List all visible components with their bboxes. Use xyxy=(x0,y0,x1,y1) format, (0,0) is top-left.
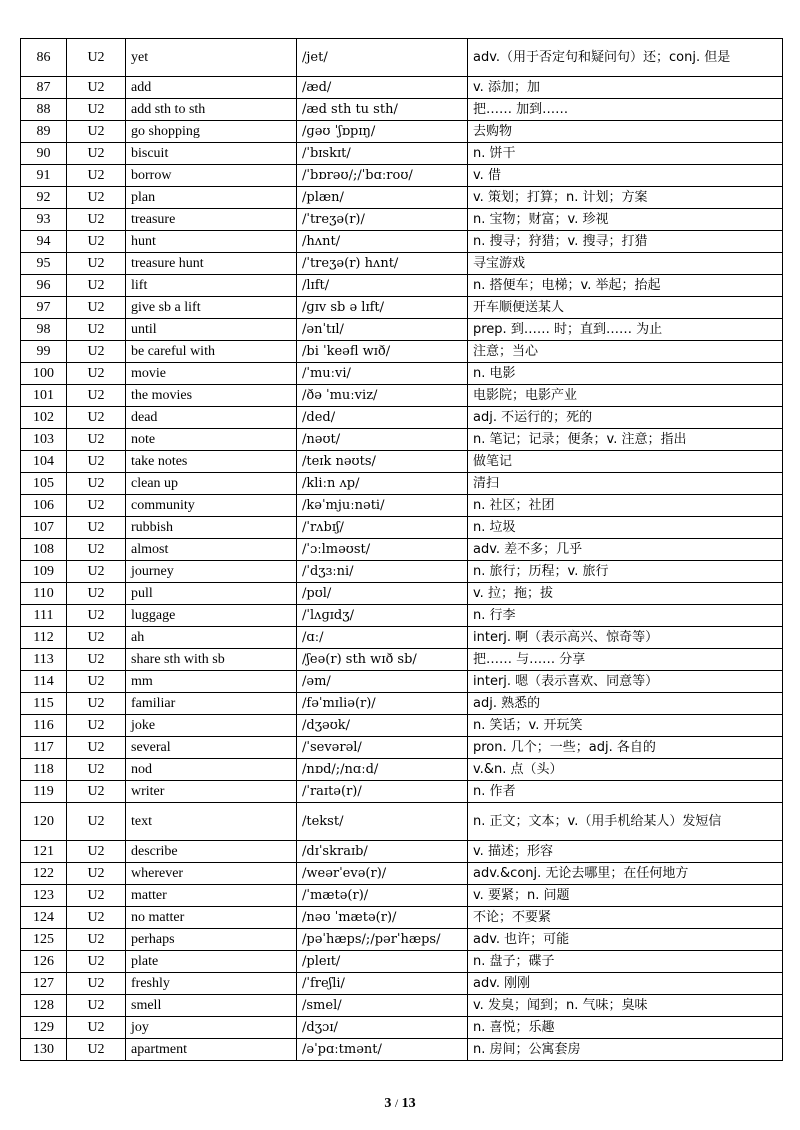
row-phonetic: /teɪk nəʊts/ xyxy=(297,451,468,473)
row-phonetic: /ˈfreʃli/ xyxy=(297,973,468,995)
row-number: 110 xyxy=(21,583,67,605)
row-unit: U2 xyxy=(67,341,126,363)
row-phonetic: /dʒɔɪ/ xyxy=(297,1017,468,1039)
row-meaning: 注意；当心 xyxy=(468,341,783,363)
row-unit: U2 xyxy=(67,907,126,929)
row-number: 116 xyxy=(21,715,67,737)
row-meaning: 把…… 与…… 分享 xyxy=(468,649,783,671)
row-number: 120 xyxy=(21,803,67,841)
row-meaning: n. 饼干 xyxy=(468,143,783,165)
table-row xyxy=(21,973,783,995)
row-word: lift xyxy=(126,275,297,297)
row-meaning: adj. 不运行的；死的 xyxy=(468,407,783,429)
row-number: 92 xyxy=(21,187,67,209)
row-number: 101 xyxy=(21,385,67,407)
row-meaning: adv. 刚刚 xyxy=(468,973,783,995)
row-word: ah xyxy=(126,627,297,649)
row-meaning: n. 盘子；碟子 xyxy=(468,951,783,973)
row-unit: U2 xyxy=(67,995,126,1017)
row-meaning: n. 作者 xyxy=(468,781,783,803)
row-word: add xyxy=(126,77,297,99)
row-number: 126 xyxy=(21,951,67,973)
table-row xyxy=(21,187,783,209)
row-unit: U2 xyxy=(67,473,126,495)
row-unit: U2 xyxy=(67,627,126,649)
table-row xyxy=(21,863,783,885)
row-unit: U2 xyxy=(67,803,126,841)
row-phonetic: /smel/ xyxy=(297,995,468,1017)
table-row xyxy=(21,907,783,929)
row-number: 107 xyxy=(21,517,67,539)
row-meaning: n. 笑话；v. 开玩笑 xyxy=(468,715,783,737)
row-meaning: v. 发臭；闻到；n. 气味；臭味 xyxy=(468,995,783,1017)
row-phonetic: /tekst/ xyxy=(297,803,468,841)
row-number: 124 xyxy=(21,907,67,929)
row-phonetic: /nɒd/;/nɑːd/ xyxy=(297,759,468,781)
row-phonetic: /ˈtreʒə(r)/ xyxy=(297,209,468,231)
table-row xyxy=(21,693,783,715)
row-meaning: v. 要紧；n. 问题 xyxy=(468,885,783,907)
row-number: 117 xyxy=(21,737,67,759)
row-word: go shopping xyxy=(126,121,297,143)
row-word: mm xyxy=(126,671,297,693)
row-word: apartment xyxy=(126,1039,297,1061)
row-word: smell xyxy=(126,995,297,1017)
row-unit: U2 xyxy=(67,693,126,715)
table-row xyxy=(21,495,783,517)
row-word: share sth with sb xyxy=(126,649,297,671)
row-phonetic: /əˈpɑːtmənt/ xyxy=(297,1039,468,1061)
row-phonetic: /dʒəʊk/ xyxy=(297,715,468,737)
page-separator: / xyxy=(394,1096,399,1110)
row-unit: U2 xyxy=(67,973,126,995)
row-unit: U2 xyxy=(67,781,126,803)
row-phonetic: /ˈbɒrəʊ/;/ˈbɑːroʊ/ xyxy=(297,165,468,187)
row-meaning: interj. 嗯（表示喜欢、同意等） xyxy=(468,671,783,693)
row-meaning: 去购物 xyxy=(468,121,783,143)
row-word: joy xyxy=(126,1017,297,1039)
table-row xyxy=(21,407,783,429)
table-row xyxy=(21,517,783,539)
row-unit: U2 xyxy=(67,841,126,863)
row-unit: U2 xyxy=(67,737,126,759)
row-unit: U2 xyxy=(67,99,126,121)
row-unit: U2 xyxy=(67,1039,126,1061)
row-unit: U2 xyxy=(67,885,126,907)
row-meaning: n. 行李 xyxy=(468,605,783,627)
row-phonetic: /ˈtreʒə(r) hʌnt/ xyxy=(297,253,468,275)
row-unit: U2 xyxy=(67,253,126,275)
row-number: 130 xyxy=(21,1039,67,1061)
row-number: 96 xyxy=(21,275,67,297)
table-row xyxy=(21,253,783,275)
row-number: 87 xyxy=(21,77,67,99)
table-row xyxy=(21,341,783,363)
table-row xyxy=(21,759,783,781)
row-word: community xyxy=(126,495,297,517)
row-phonetic: /ˈmætə(r)/ xyxy=(297,885,468,907)
row-word: treasure hunt xyxy=(126,253,297,275)
row-meaning: n. 喜悦；乐趣 xyxy=(468,1017,783,1039)
table-row xyxy=(21,231,783,253)
row-word: take notes xyxy=(126,451,297,473)
row-unit: U2 xyxy=(67,39,126,77)
row-phonetic: /ˈɔːlməʊst/ xyxy=(297,539,468,561)
row-phonetic: /ˈsevərəl/ xyxy=(297,737,468,759)
row-number: 98 xyxy=(21,319,67,341)
table-row xyxy=(21,841,783,863)
row-word: several xyxy=(126,737,297,759)
row-number: 109 xyxy=(21,561,67,583)
row-phonetic: /fəˈmɪliə(r)/ xyxy=(297,693,468,715)
row-meaning: n. 垃圾 xyxy=(468,517,783,539)
row-unit: U2 xyxy=(67,759,126,781)
table-row xyxy=(21,1039,783,1061)
row-phonetic: /ənˈtɪl/ xyxy=(297,319,468,341)
row-word: until xyxy=(126,319,297,341)
row-phonetic: /pəˈhæps/;/pərˈhæps/ xyxy=(297,929,468,951)
row-word: movie xyxy=(126,363,297,385)
row-meaning: adv. 也许；可能 xyxy=(468,929,783,951)
row-word: treasure xyxy=(126,209,297,231)
row-number: 129 xyxy=(21,1017,67,1039)
row-unit: U2 xyxy=(67,165,126,187)
row-word: borrow xyxy=(126,165,297,187)
row-number: 128 xyxy=(21,995,67,1017)
row-phonetic: /pleɪt/ xyxy=(297,951,468,973)
row-number: 91 xyxy=(21,165,67,187)
row-word: freshly xyxy=(126,973,297,995)
row-word: add sth to sth xyxy=(126,99,297,121)
row-unit: U2 xyxy=(67,649,126,671)
row-meaning: n. 搜寻；狩猎；v. 搜寻；打猎 xyxy=(468,231,783,253)
table-row xyxy=(21,605,783,627)
row-phonetic: /æd/ xyxy=(297,77,468,99)
row-phonetic: /ˈlʌɡɪdʒ/ xyxy=(297,605,468,627)
row-phonetic: /ded/ xyxy=(297,407,468,429)
row-phonetic: /hʌnt/ xyxy=(297,231,468,253)
row-number: 108 xyxy=(21,539,67,561)
row-unit: U2 xyxy=(67,187,126,209)
row-phonetic: /plæn/ xyxy=(297,187,468,209)
table-row xyxy=(21,995,783,1017)
row-phonetic: /ðə ˈmuːviz/ xyxy=(297,385,468,407)
table-row xyxy=(21,451,783,473)
vocabulary-table-body xyxy=(21,39,783,1061)
row-number: 127 xyxy=(21,973,67,995)
row-unit: U2 xyxy=(67,539,126,561)
page-total: 13 xyxy=(401,1096,416,1111)
table-row xyxy=(21,99,783,121)
row-phonetic: /əm/ xyxy=(297,671,468,693)
row-meaning: n. 搭便车；电梯；v. 举起；抬起 xyxy=(468,275,783,297)
row-number: 97 xyxy=(21,297,67,319)
row-phonetic: /ˈbɪskɪt/ xyxy=(297,143,468,165)
row-unit: U2 xyxy=(67,77,126,99)
row-unit: U2 xyxy=(67,121,126,143)
row-unit: U2 xyxy=(67,929,126,951)
row-unit: U2 xyxy=(67,951,126,973)
row-number: 100 xyxy=(21,363,67,385)
row-meaning: n. 正文；文本；v.（用手机给某人）发短信 xyxy=(468,803,783,841)
row-word: pull xyxy=(126,583,297,605)
table-row xyxy=(21,209,783,231)
row-phonetic: /ˈraɪtə(r)/ xyxy=(297,781,468,803)
row-word: the movies xyxy=(126,385,297,407)
row-word: clean up xyxy=(126,473,297,495)
row-word: nod xyxy=(126,759,297,781)
row-number: 89 xyxy=(21,121,67,143)
row-meaning: n. 笔记；记录；便条；v. 注意；指出 xyxy=(468,429,783,451)
row-meaning: n. 房间；公寓套房 xyxy=(468,1039,783,1061)
row-phonetic: /ɡəʊ ˈʃɒpɪŋ/ xyxy=(297,121,468,143)
table-row xyxy=(21,473,783,495)
table-row xyxy=(21,885,783,907)
row-phonetic: /nəʊt/ xyxy=(297,429,468,451)
row-unit: U2 xyxy=(67,561,126,583)
row-word: familiar xyxy=(126,693,297,715)
row-meaning: pron. 几个；一些；adj. 各自的 xyxy=(468,737,783,759)
row-phonetic: /weərˈevə(r)/ xyxy=(297,863,468,885)
row-number: 113 xyxy=(21,649,67,671)
row-unit: U2 xyxy=(67,275,126,297)
row-meaning: n. 宝物；财富；v. 珍视 xyxy=(468,209,783,231)
row-unit: U2 xyxy=(67,297,126,319)
row-word: writer xyxy=(126,781,297,803)
row-meaning: n. 电影 xyxy=(468,363,783,385)
row-word: luggage xyxy=(126,605,297,627)
row-number: 95 xyxy=(21,253,67,275)
table-row xyxy=(21,297,783,319)
row-unit: U2 xyxy=(67,407,126,429)
row-number: 115 xyxy=(21,693,67,715)
row-unit: U2 xyxy=(67,863,126,885)
row-unit: U2 xyxy=(67,451,126,473)
row-word: yet xyxy=(126,39,297,77)
row-meaning: 把…… 加到…… xyxy=(468,99,783,121)
row-word: journey xyxy=(126,561,297,583)
row-number: 88 xyxy=(21,99,67,121)
table-row xyxy=(21,715,783,737)
row-word: no matter xyxy=(126,907,297,929)
row-number: 93 xyxy=(21,209,67,231)
table-row xyxy=(21,781,783,803)
row-unit: U2 xyxy=(67,671,126,693)
row-number: 106 xyxy=(21,495,67,517)
row-meaning: v. 描述；形容 xyxy=(468,841,783,863)
row-meaning: v. 借 xyxy=(468,165,783,187)
row-number: 94 xyxy=(21,231,67,253)
row-number: 123 xyxy=(21,885,67,907)
row-meaning: 清扫 xyxy=(468,473,783,495)
row-number: 99 xyxy=(21,341,67,363)
row-phonetic: /bi ˈkeəfl wɪð/ xyxy=(297,341,468,363)
row-phonetic: /pʊl/ xyxy=(297,583,468,605)
row-number: 111 xyxy=(21,605,67,627)
row-number: 86 xyxy=(21,39,67,77)
table-row xyxy=(21,319,783,341)
row-phonetic: /ˈmuːvi/ xyxy=(297,363,468,385)
row-word: describe xyxy=(126,841,297,863)
row-word: rubbish xyxy=(126,517,297,539)
row-unit: U2 xyxy=(67,319,126,341)
row-word: almost xyxy=(126,539,297,561)
row-phonetic: /lɪft/ xyxy=(297,275,468,297)
page-number xyxy=(0,1096,800,1112)
row-meaning: n. 旅行；历程；v. 旅行 xyxy=(468,561,783,583)
table-row xyxy=(21,385,783,407)
row-word: note xyxy=(126,429,297,451)
row-meaning: v. 策划；打算；n. 计划；方案 xyxy=(468,187,783,209)
row-number: 112 xyxy=(21,627,67,649)
row-meaning: 开车顺便送某人 xyxy=(468,297,783,319)
row-unit: U2 xyxy=(67,143,126,165)
row-word: matter xyxy=(126,885,297,907)
row-unit: U2 xyxy=(67,209,126,231)
table-row xyxy=(21,671,783,693)
row-number: 119 xyxy=(21,781,67,803)
row-word: text xyxy=(126,803,297,841)
row-meaning: adv.（用于否定句和疑问句）还；conj. 但是 xyxy=(468,39,783,77)
row-phonetic: /jet/ xyxy=(297,39,468,77)
row-word: joke xyxy=(126,715,297,737)
row-meaning: 不论；不要紧 xyxy=(468,907,783,929)
row-number: 121 xyxy=(21,841,67,863)
row-meaning: 电影院；电影产业 xyxy=(468,385,783,407)
table-row xyxy=(21,121,783,143)
table-row xyxy=(21,165,783,187)
table-row xyxy=(21,561,783,583)
row-unit: U2 xyxy=(67,1017,126,1039)
table-row xyxy=(21,737,783,759)
table-row xyxy=(21,803,783,841)
row-unit: U2 xyxy=(67,583,126,605)
row-unit: U2 xyxy=(67,715,126,737)
row-number: 118 xyxy=(21,759,67,781)
row-number: 105 xyxy=(21,473,67,495)
row-word: give sb a lift xyxy=(126,297,297,319)
table-row xyxy=(21,363,783,385)
row-phonetic: /ɡɪv sb ə lɪft/ xyxy=(297,297,468,319)
row-unit: U2 xyxy=(67,363,126,385)
row-meaning: v. 添加；加 xyxy=(468,77,783,99)
row-meaning: n. 社区；社团 xyxy=(468,495,783,517)
row-phonetic: /kəˈmjuːnəti/ xyxy=(297,495,468,517)
table-row xyxy=(21,275,783,297)
row-number: 103 xyxy=(21,429,67,451)
row-phonetic: /æd sth tu sth/ xyxy=(297,99,468,121)
row-unit: U2 xyxy=(67,517,126,539)
row-number: 114 xyxy=(21,671,67,693)
row-meaning: adv.&conj. 无论去哪里；在任何地方 xyxy=(468,863,783,885)
row-number: 122 xyxy=(21,863,67,885)
table-row xyxy=(21,429,783,451)
row-word: plate xyxy=(126,951,297,973)
page-current: 3 xyxy=(384,1096,392,1111)
row-meaning: v. 拉；拖；拔 xyxy=(468,583,783,605)
row-word: dead xyxy=(126,407,297,429)
row-meaning: 做笔记 xyxy=(468,451,783,473)
row-phonetic: /ˈdʒɜːni/ xyxy=(297,561,468,583)
table-row xyxy=(21,143,783,165)
row-phonetic: /ɑː/ xyxy=(297,627,468,649)
row-word: plan xyxy=(126,187,297,209)
row-meaning: prep. 到…… 时；直到…… 为止 xyxy=(468,319,783,341)
row-meaning: adj. 熟悉的 xyxy=(468,693,783,715)
row-number: 104 xyxy=(21,451,67,473)
table-row xyxy=(21,951,783,973)
row-unit: U2 xyxy=(67,605,126,627)
row-word: hunt xyxy=(126,231,297,253)
table-row xyxy=(21,539,783,561)
row-meaning: 寻宝游戏 xyxy=(468,253,783,275)
table-row xyxy=(21,77,783,99)
vocabulary-table xyxy=(20,38,783,1061)
table-row xyxy=(21,649,783,671)
row-word: biscuit xyxy=(126,143,297,165)
row-number: 102 xyxy=(21,407,67,429)
row-word: perhaps xyxy=(126,929,297,951)
row-word: be careful with xyxy=(126,341,297,363)
table-row xyxy=(21,929,783,951)
row-number: 125 xyxy=(21,929,67,951)
table-row xyxy=(21,627,783,649)
table-row xyxy=(21,583,783,605)
row-phonetic: /ʃeə(r) sth wɪð sb/ xyxy=(297,649,468,671)
row-unit: U2 xyxy=(67,385,126,407)
row-unit: U2 xyxy=(67,495,126,517)
row-unit: U2 xyxy=(67,429,126,451)
row-meaning: interj. 啊（表示高兴、惊奇等） xyxy=(468,627,783,649)
table-row xyxy=(21,39,783,77)
row-word: wherever xyxy=(126,863,297,885)
row-phonetic: /dɪˈskraɪb/ xyxy=(297,841,468,863)
row-meaning: v.&n. 点（头） xyxy=(468,759,783,781)
row-unit: U2 xyxy=(67,231,126,253)
table-row xyxy=(21,1017,783,1039)
row-phonetic: /ˈrʌbɪʃ/ xyxy=(297,517,468,539)
row-meaning: adv. 差不多；几乎 xyxy=(468,539,783,561)
row-phonetic: /nəʊ ˈmætə(r)/ xyxy=(297,907,468,929)
row-phonetic: /kliːn ʌp/ xyxy=(297,473,468,495)
row-number: 90 xyxy=(21,143,67,165)
